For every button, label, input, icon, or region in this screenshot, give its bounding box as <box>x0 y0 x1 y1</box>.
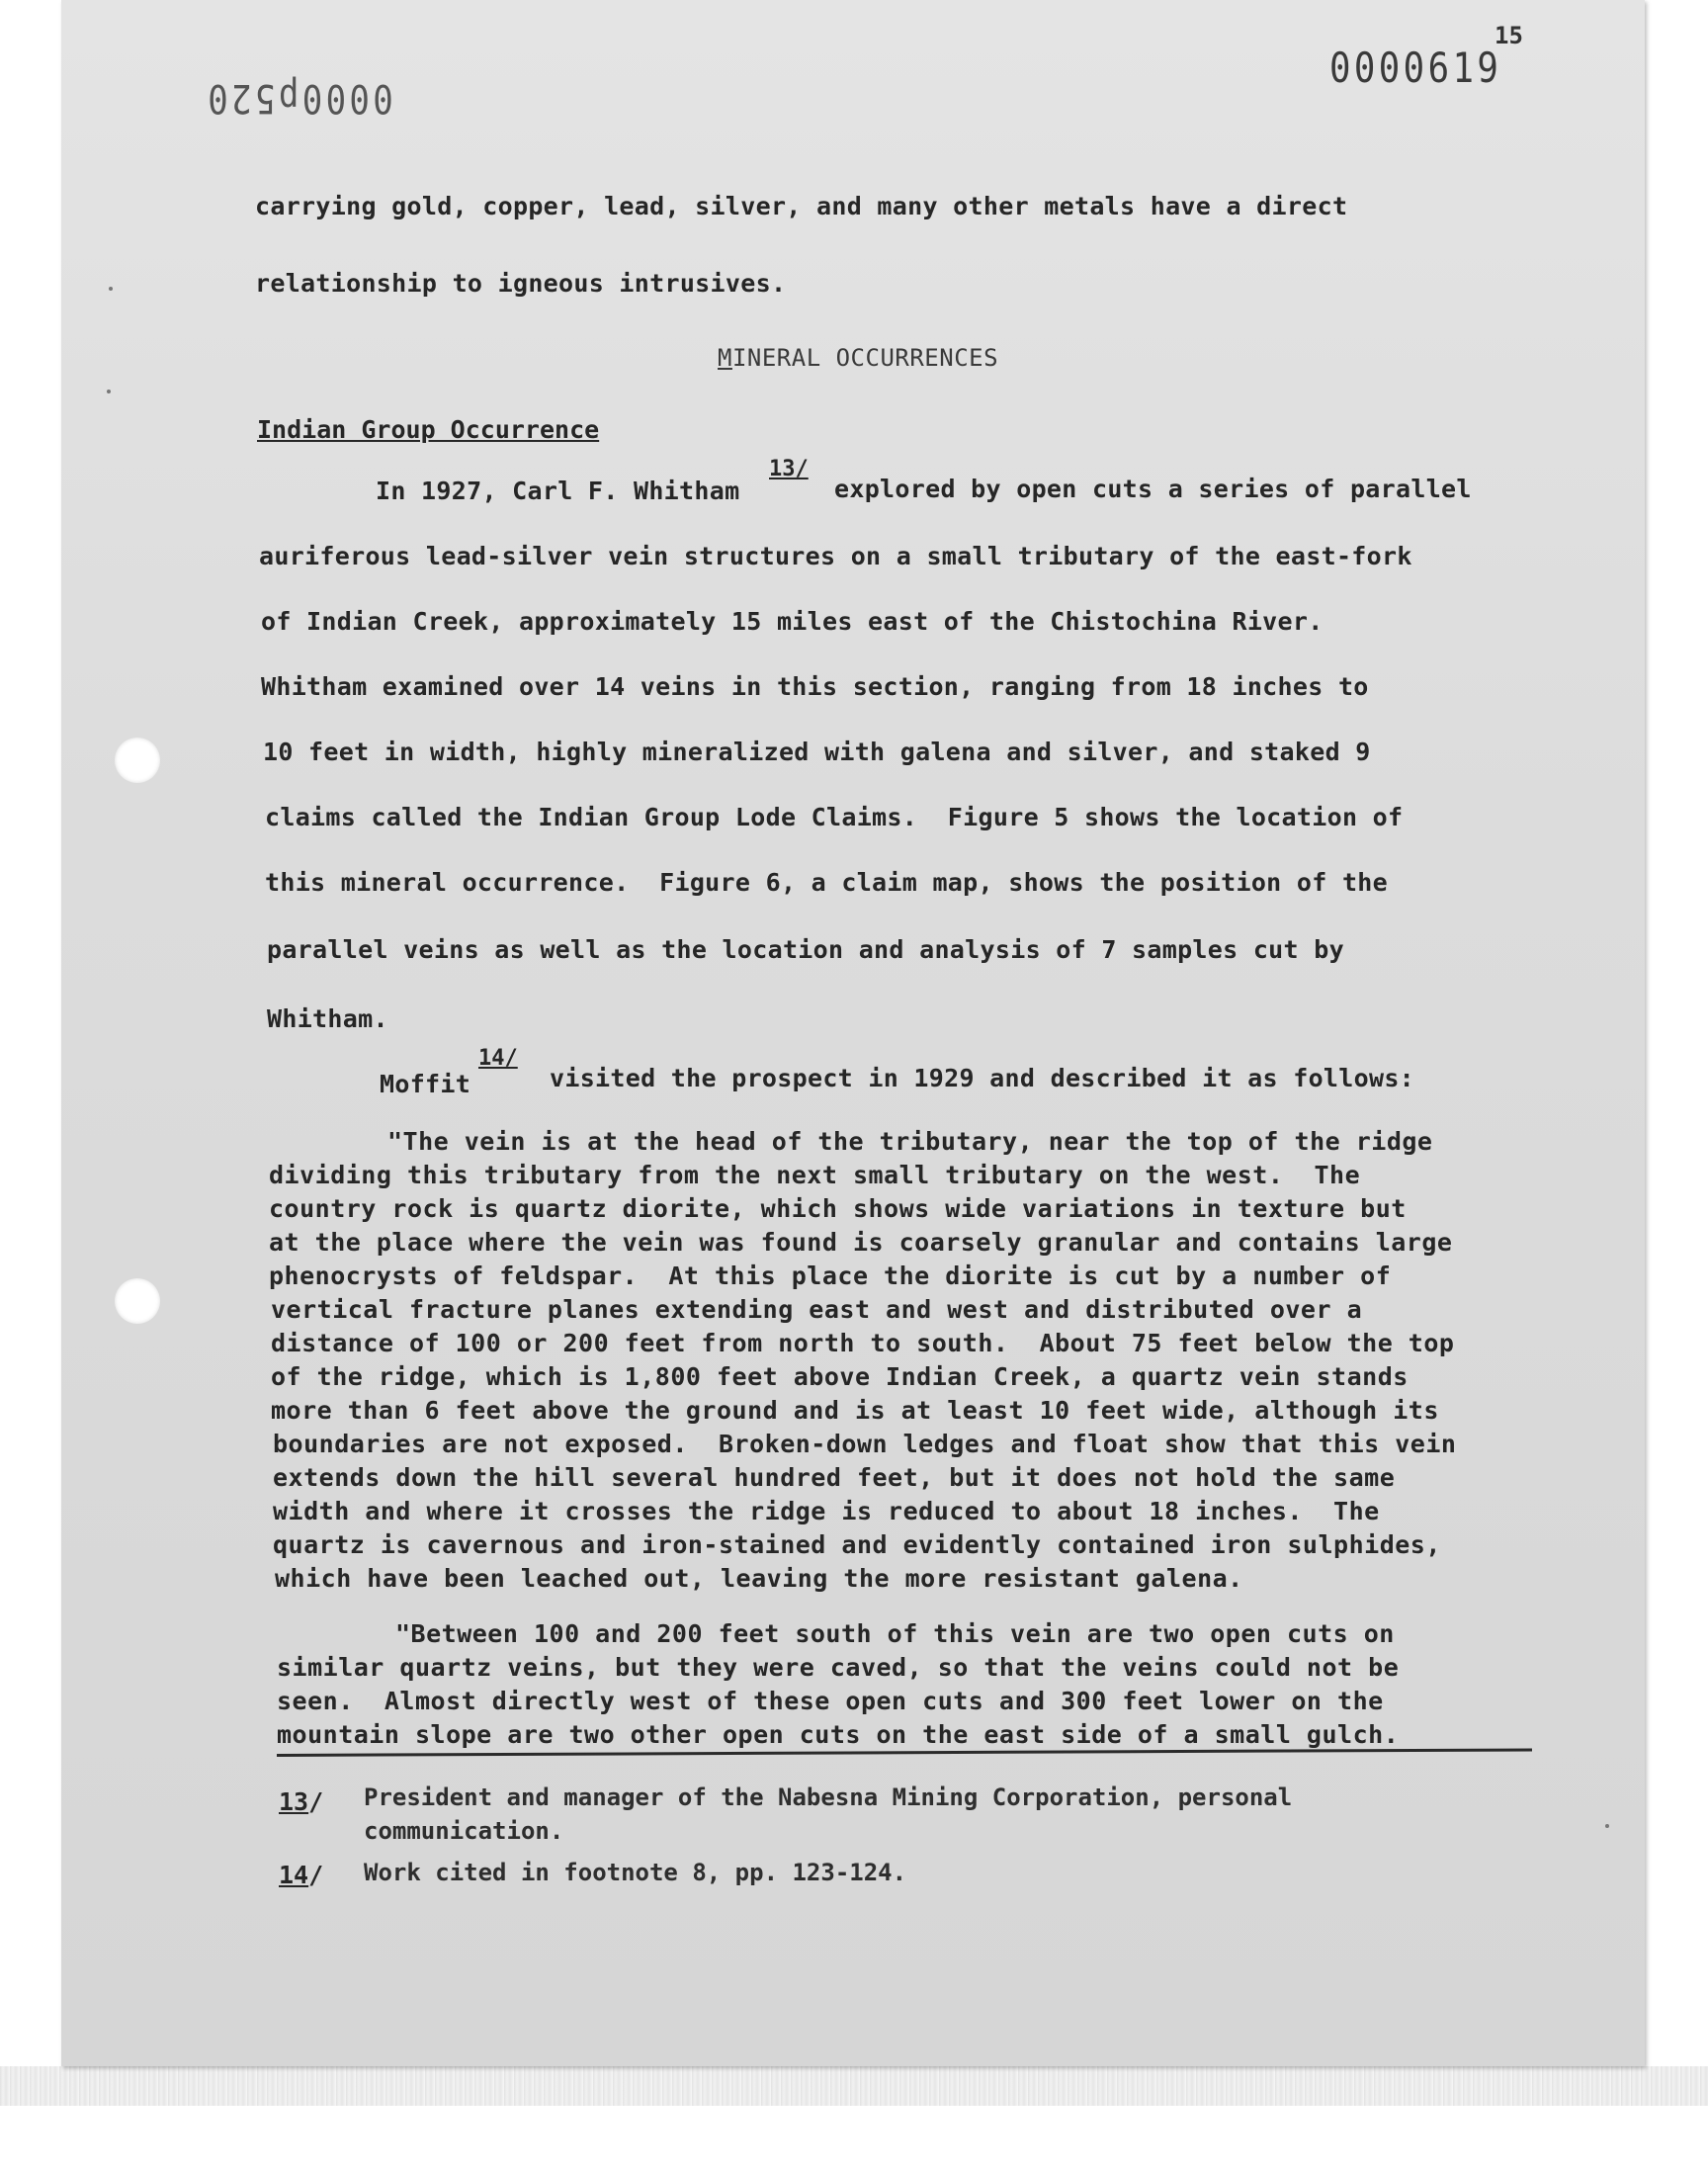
paragraph2-end: visited the prospect in 1929 and described it as follows: <box>550 1064 1415 1092</box>
footnote-number: 13 <box>279 1787 309 1816</box>
scan-speck <box>109 287 113 291</box>
paragraph1-first-line-end: explored by open cuts a series of parallel <box>834 475 1472 503</box>
paragraph1-first-line-start: In 1927, Carl F. Whitham <box>376 477 740 505</box>
scan-edge-strip <box>0 2066 1708 2106</box>
intro-line: relationship to igneous intrusives. <box>255 269 787 298</box>
quote-line: more than 6 feet above the ground and is at least 10 feet wide, although its <box>271 1396 1439 1425</box>
page-number: 15 <box>1494 22 1523 49</box>
footnote-slash: / <box>308 1787 324 1816</box>
subheading: Indian Group Occurrence <box>257 415 600 444</box>
paragraph1-line: of Indian Creek, approximately 15 miles east of the Chistochina River. <box>261 607 1324 636</box>
paragraph1-line: Whitham. <box>267 1004 388 1033</box>
intro-line: carrying gold, copper, lead, silver, and many other metals have a direct <box>255 192 1348 220</box>
footnote-text: President and manager of the Nabesna Mining Corporation, personal <box>364 1784 1293 1811</box>
document-number-stamp-right: 0000619 <box>1329 44 1502 92</box>
quote-line: "The vein is at the head of the tributary, near the top of the ridge <box>387 1127 1433 1156</box>
quote-line: similar quartz veins, but they were caved, so that the veins could not be <box>277 1653 1400 1682</box>
document-number-stamp-left: 0000p520 <box>204 75 393 121</box>
quote-line: which have been leached out, leaving the more resistant galena. <box>275 1564 1243 1593</box>
quote-line: seen. Almost directly west of these open cuts and 300 feet lower on the <box>277 1687 1384 1715</box>
footnote-reference: 14/ <box>478 1046 518 1071</box>
footnote-text: communication. <box>364 1817 564 1845</box>
footnote-number: 14 <box>279 1861 309 1889</box>
section-heading-initial: M <box>718 344 732 372</box>
section-heading <box>718 344 998 372</box>
punch-hole-bottom <box>115 1278 160 1324</box>
footnote-reference: 13/ <box>769 457 809 481</box>
paragraph1-line: claims called the Indian Group Lode Claims. Figure 5 shows the location of <box>265 803 1404 831</box>
paragraph2-start: Moffit <box>380 1070 471 1098</box>
footnote-text: Work cited in footnote 8, pp. 123-124. <box>364 1859 907 1886</box>
paragraph1-line: Whitham examined over 14 veins in this section, ranging from 18 inches to <box>261 672 1369 701</box>
quote-line: phenocrysts of feldspar. At this place the diorite is cut by a number of <box>269 1262 1392 1290</box>
paragraph1-line: 10 feet in width, highly mineralized with galena and silver, and staked 9 <box>263 738 1371 766</box>
footnote-slash: / <box>308 1861 324 1889</box>
scan-speck <box>107 390 111 393</box>
quote-line: extends down the hill several hundred feet, but it does not hold the same <box>273 1463 1396 1492</box>
footnote-marker <box>279 1787 323 1816</box>
quote-line: vertical fracture planes extending east and west and distributed over a <box>271 1295 1363 1324</box>
section-heading-rest: INERAL OCCURRENCES <box>731 344 999 372</box>
quote-line: distance of 100 or 200 feet from north to south. About 75 feet below the top <box>271 1329 1455 1357</box>
paragraph1-line: auriferous lead-silver vein structures on a small tributary of the east-fork <box>259 542 1412 570</box>
quote-line: dividing this tributary from the next small tributary on the west. The <box>269 1161 1361 1189</box>
quote-line: mountain slope are two other open cuts on the east side of a small gulch. <box>277 1720 1400 1749</box>
quote-line: at the place where the vein was found is coarsely granular and contains large <box>269 1228 1453 1257</box>
quote-line: width and where it crosses the ridge is reduced to about 18 inches. The <box>273 1497 1380 1525</box>
paragraph1-line: this mineral occurrence. Figure 6, a claim map, shows the position of the <box>265 868 1388 897</box>
quote-line: "Between 100 and 200 feet south of this vein are two open cuts on <box>395 1619 1395 1648</box>
punch-hole-top <box>115 738 160 783</box>
footnote-marker <box>279 1861 323 1889</box>
quote-line: country rock is quartz diorite, which shows wide variations in texture but <box>269 1194 1407 1223</box>
scan-speck <box>1605 1824 1609 1828</box>
quote-line: boundaries are not exposed. Broken-down ledges and float show that this vein <box>273 1430 1457 1458</box>
quote-line: quartz is cavernous and iron-stained and evidently contained iron sulphides, <box>273 1530 1441 1559</box>
paragraph1-line: parallel veins as well as the location and analysis of 7 samples cut by <box>267 935 1344 964</box>
quote-line: of the ridge, which is 1,800 feet above Indian Creek, a quartz vein stands <box>271 1362 1409 1391</box>
